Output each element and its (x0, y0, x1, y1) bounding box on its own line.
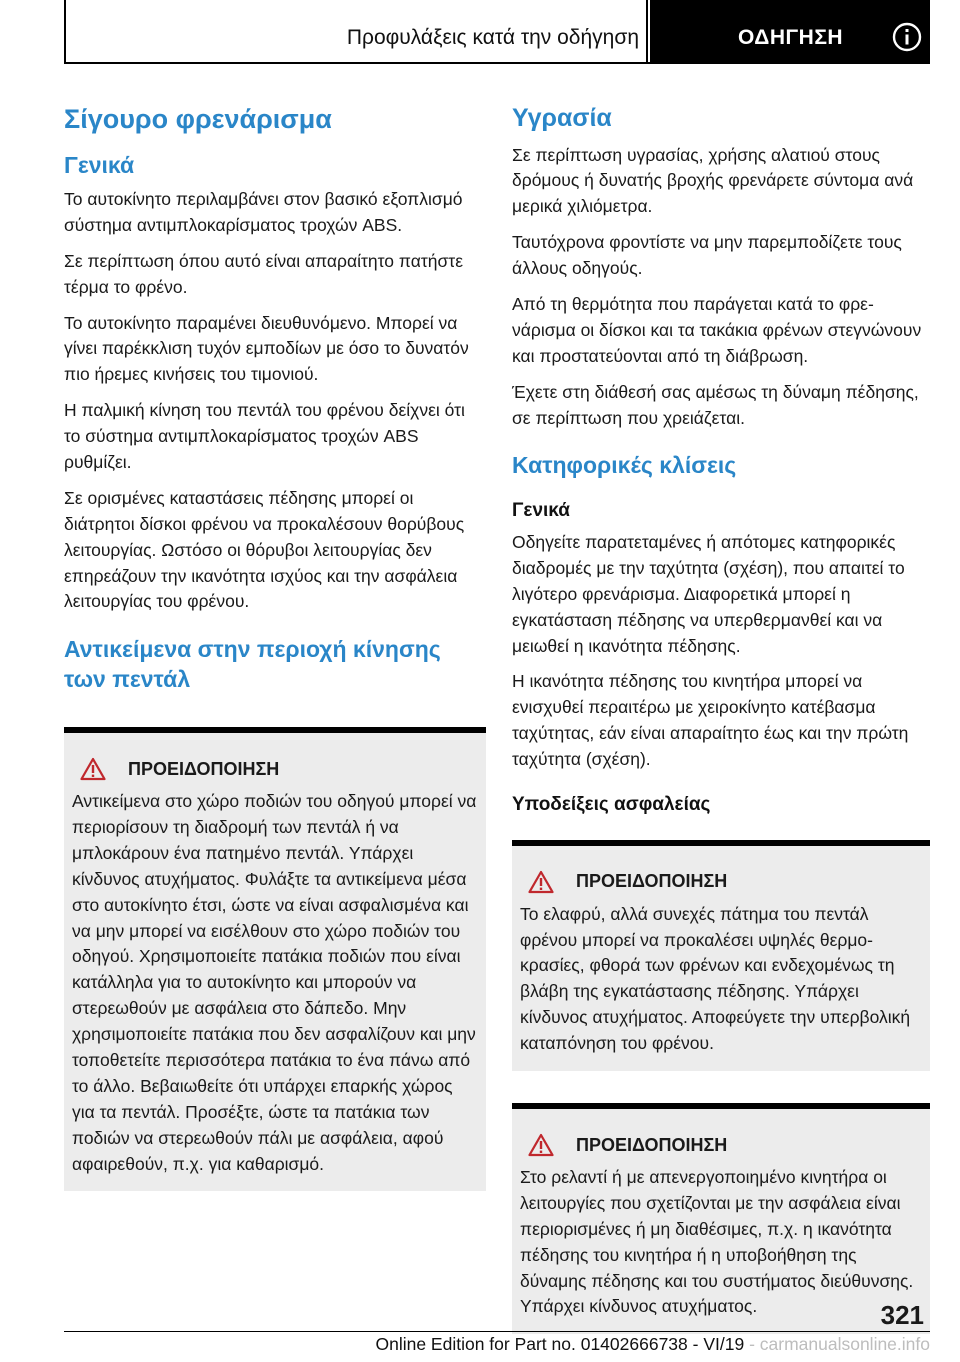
paragraph: Έχετε στη διάθεσή σας αμέσως τη δύναμη πέδησης, σε περίπτωση που χρειάζεται. (512, 381, 919, 428)
paragraph: Η παλμική κίνηση του πεντάλ του φρένου δείχνει ότι το σύστημα αντιμπλοκαρίσματος τροχών ABS ρυθμίζει. (64, 400, 465, 472)
header-section: ΟΔΗΓΗΣΗ (738, 26, 844, 49)
warning-title-text: ΠΡΟΕΙΔΟΠΟΙΗΣΗ (576, 871, 728, 892)
paragraph: Σε περίπτωση όπου αυτό είναι απαραίτητο πατήστε τέρμα το φρένο. (64, 250, 464, 297)
paragraph: Η ικανότητα πέδησης του κινητήρα μπορεί να ενισχυθεί περαιτέρω με χειροκίνητο κατέβασμα ταχύτητας, εάν είναι απαραίτητο έως και την πρώτη ταχύτητα (σχέση). (512, 671, 909, 770)
heading-general: Γενικά (64, 152, 135, 179)
heading-humidity: Υγρασία (512, 104, 612, 132)
warning-triangle-icon (528, 870, 554, 894)
warning-text: Αντικείμενα στο χώρο ποδιών του οδηγού μπορεί να περιορίσουν τη διαδρομή των πεντάλ ή να μπλοκάρουν ένα πατημένο πεντάλ. Υπάρχει κίνδυνος ατυχήματος. Φυλάξτε τα αντικείμενα μέσα στο αυτοκίνητο έτσι, ώστε να είναι ασφαλισμένα και να μην μπορεί να εισέλθουν στο χώρο ποδιών του οδηγού. Χρησιμοποιείτε πατάκια ποδιών που είναι κατάλληλα για το αυτοκίνητο και μπορούν να στερεωθούν με ασφάλεια στο δάπεδο. Μην χρησιμοποιείτε πατάκια που δεν ασφαλίζουν και μην τοποθετείτε περισσότερα πατάκια το ένα πάνω από το άλλο. Βεβαιωθείτε ότι υπάρχει επαρκής χώρος για τα πεντάλ. Προσέξτε, ώστε τα πατάκια των ποδιών να στερεωθούν πάλι με ασφάλεια, αφού αφαιρεθούν, π.χ. για καθαρισμό. (72, 791, 477, 1174)
warning-box (512, 1103, 930, 1334)
paragraph: Σε ορισμένες καταστάσεις πέδησης μπορεί οι διάτρητοι δίσκοι φρένου να προκαλέσουν θορύβους λειτουργίας. Ωστόσο οι θόρυβοι λειτουργίας δεν επηρεάζουν την ικανότητα ισχύος και την ασφάλεια λειτουργίας του φρένου. (64, 487, 465, 612)
warning-triangle-icon (528, 1133, 554, 1157)
footer-rule (64, 1331, 930, 1332)
heading-general: Γενικά (512, 500, 570, 522)
warning-title-text: ΠΡΟΕΙΔΟΠΟΙΗΣΗ (576, 1134, 728, 1155)
paragraph: Οδηγείτε παρατεταμένες ή απότομες κατηφορικές διαδρομές με την ταχύτητα (σχέση), που απαιτεί το λιγότερο φρενάρισμα. Διαφορετικά μπορεί η εγκατάσταση πέδησης να υπερθερμανθεί και να μειωθεί η ικανότητα πέδησης. (512, 531, 905, 656)
right-column (512, 92, 930, 1334)
left-column (64, 92, 486, 1191)
footer-edition-text: Online Edition for Part no. 01402666738 - VI/19 (375, 1334, 745, 1354)
paragraph: Από τη θερμότητα που παράγεται κατά το φρενάρισμα οι δίσκοι και τα τακάκια φρένων στεγνώνουν και προστατεύονται από τη διάβρωση. (512, 293, 922, 366)
warning-text: Στο ρελαντί ή με απενεργοποιημένο κινητήρα οι λειτουργίες που σχετίζονται με την ασφάλεια είναι περιορισμένες ή μη διαθέσιμες, π.χ. η ικανότητα πέδησης του κινητήρα ή η υποβοήθηση της δύναμης πέδησης και του συστήματος διεύθυνσης. Υπάρχει κίνδυνος ατυχήματος. (520, 1167, 914, 1317)
paragraph: Το αυτοκίνητο περιλαμβάνει στον βασικό εξοπλισμό σύστημα αντιμπλοκαρίσματος τροχών ABS. (64, 188, 463, 235)
warning-box (64, 727, 486, 1191)
footer-edition (375, 1334, 930, 1355)
warning-triangle-icon (80, 757, 106, 781)
heading-pedal-objects: Αντικείμενα στην περιοχή κίνησης των πεντάλ (64, 636, 441, 693)
page-number: 321 (880, 1300, 924, 1330)
info-icon (892, 22, 922, 52)
heading-safety-notes: Υποδείξεις ασφαλείας (512, 794, 711, 815)
header-title: Προφυλάξεις κατά την οδήγηση (346, 26, 639, 49)
watermark-text: - carmanualsonline.info (744, 1334, 930, 1354)
warning-title-text: ΠΡΟΕΙΔΟΠΟΙΗΣΗ (128, 758, 280, 779)
heading-safe-braking: Σίγουρο φρενάρισμα (64, 104, 332, 134)
paragraph: Ταυτόχρονα φροντίστε να μην παρεμποδίζετε τους άλλους οδηγούς. (512, 232, 902, 279)
heading-downhill: Κατηφορικές κλίσεις (512, 452, 737, 479)
warning-box (512, 840, 930, 1071)
paragraph: Το αυτοκίνητο παραμένει διευθυνόμενο. Μπορεί να γίνει παρέκκλιση τυχόν εμποδίων με όσο το δυνατόν πιο ήρεμες κινήσεις του τιμονιού. (64, 312, 469, 385)
paragraph: Σε περίπτωση υγρασίας, χρήσης αλατιού στους δρόμους ή δυνατής βροχής φρενάρετε σύντομα ανά μερικά χιλιόμετρα. (512, 144, 914, 217)
warning-title (72, 757, 478, 781)
warning-title (520, 1133, 922, 1157)
warning-text: Το ελαφρύ, αλλά συνεχές πάτημα του πεντάλ φρένου μπορεί να προκαλέσει υψηλές θερμοκρασίες, φθορά των φρένων και ενδεχομένως τη βλάβη της εγκατάστασης πέδησης. Υπάρχει κίνδυνος ατυχήματος. Αποφεύγετε την υπερβολική καταπόνηση του φρένου. (520, 903, 911, 1054)
header-rule (64, 62, 930, 64)
warning-title (520, 870, 922, 894)
